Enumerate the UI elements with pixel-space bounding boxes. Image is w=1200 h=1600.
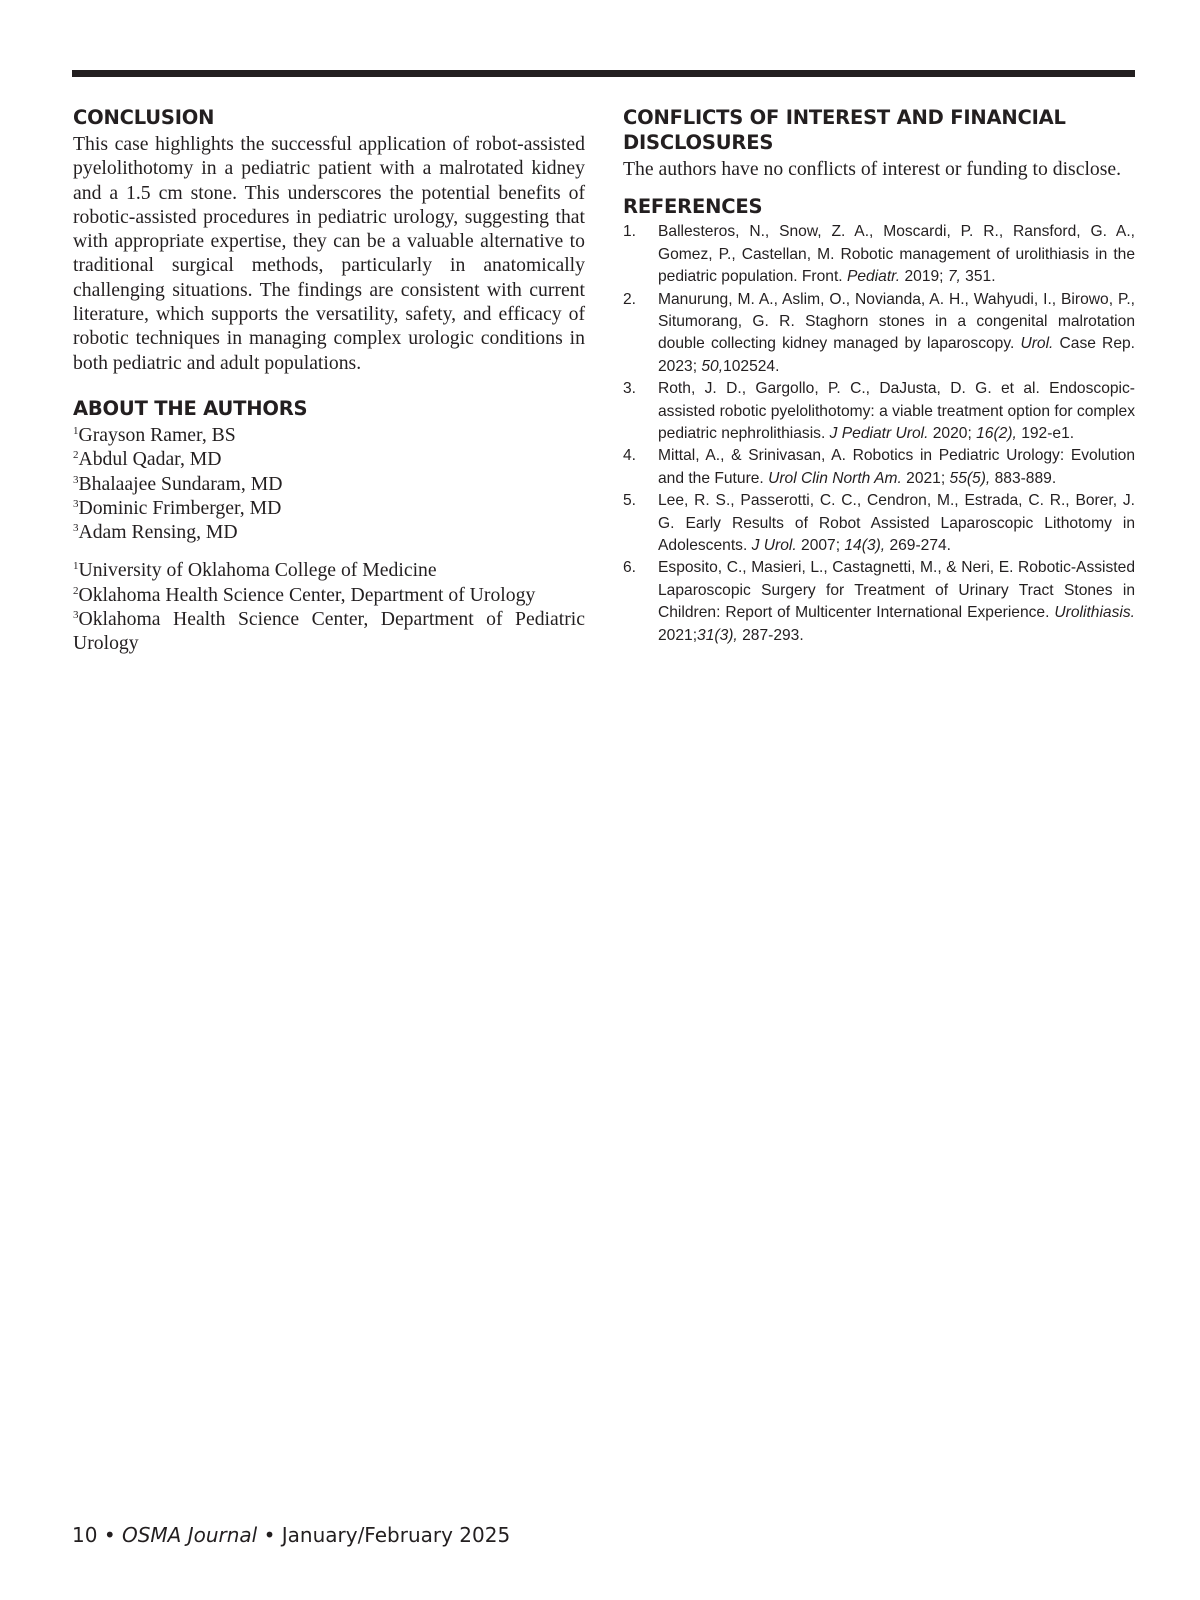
reference-italic-text: 50,	[701, 357, 724, 375]
reference-number: 6.	[623, 559, 637, 577]
reference-list	[623, 221, 1135, 647]
references-heading: REFERENCES	[623, 195, 763, 219]
affiliation-marker: 1	[73, 560, 79, 573]
reference-text: 2021;	[658, 626, 698, 644]
reference-text: 2021;	[901, 469, 950, 487]
affiliation-text: Oklahoma Health Science Center, Department of Pediatric Urology	[73, 608, 585, 655]
affiliation-entry	[73, 583, 585, 607]
reference-italic-text: Urolithiasis.	[1054, 604, 1135, 622]
author-name: Grayson Ramer, BS	[78, 423, 236, 446]
author-entry	[73, 447, 585, 471]
affiliation-marker: 2	[73, 584, 79, 597]
reference-item	[623, 445, 1135, 490]
reference-text: Esposito, C., Masieri, L., Castagnetti, M., & Neri, E. Robotic-Assisted Laparoscopic Surgery for Treatment of Urinary Tract Stones in Children: Report of Multicenter International Experience.	[658, 559, 1135, 622]
reference-text: 2020;	[928, 424, 977, 442]
reference-item	[623, 557, 1135, 647]
reference-italic-text: 14(3),	[844, 536, 886, 554]
author-entry	[73, 423, 585, 447]
affiliation-list	[73, 558, 585, 655]
references-section	[623, 194, 1135, 647]
reference-italic-text: 16(2),	[976, 424, 1017, 442]
affiliation-entry	[73, 558, 585, 582]
conflicts-body: The authors have no conflicts of interest or funding to disclose.	[623, 158, 1122, 180]
page-footer	[72, 1522, 510, 1548]
reference-text: 351.	[960, 268, 996, 286]
reference-text: Ballesteros, N., Snow, Z. A., Moscardi, P. R., Ransford, G. A., Gomez, P., Castellan, M. Robotic management of urolithiasis in the pediatric population. Front.	[658, 223, 1135, 286]
conclusion-section	[73, 105, 585, 375]
reference-text: 2019;	[900, 268, 948, 286]
reference-number: 2.	[623, 290, 637, 308]
author-list	[73, 423, 585, 544]
reference-text: Lee, R. S., Passerotti, C. C., Cendron, M., Estrada, C. R., Borer, J. G. Early Results of Robot Assisted Laparoscopic Lithotomy in Adolescents.	[658, 492, 1135, 554]
footer-bullet: •	[103, 1523, 116, 1547]
reference-number: 5.	[623, 492, 637, 510]
footer-bullet: •	[263, 1523, 276, 1547]
reference-number: 1.	[623, 223, 637, 241]
affiliation-text: Oklahoma Health Science Center, Department of Urology	[78, 583, 536, 606]
conclusion-body: This case highlights the successful application of robot-assisted pyelolithotomy in a pediatric patient with a malrotated kidney and a 1.5 cm stone. This underscores the potential benefits of robotic-assisted procedures in pediatric urology, suggesting that with appropriate expertise, they can be a valuable alternative to traditional surgical methods, particularly in anatomically challenging situations. The findings are consistent with current literature, which supports the versatility, safety, and efficacy of robotic techniques in managing complex urologic conditions in both pediatric and adult populations.	[73, 133, 585, 374]
reference-text: 2007;	[796, 536, 845, 554]
reference-text: 192-e1.	[1016, 424, 1075, 442]
reference-italic-text: Pediatr.	[846, 268, 901, 286]
reference-item	[623, 289, 1135, 379]
reference-italic-text: 7,	[947, 268, 961, 286]
reference-italic-text: 31(3),	[697, 626, 738, 644]
issue-date: January/February 2025	[281, 1523, 511, 1547]
author-entry	[73, 472, 585, 496]
reference-italic-text: J Pediatr Urol.	[829, 424, 929, 442]
page-number: 10	[72, 1523, 98, 1547]
author-affiliation-marker: 2	[73, 449, 79, 462]
author-name: Dominic Frimberger, MD	[78, 496, 282, 519]
authors-section	[73, 396, 585, 656]
reference-item	[623, 221, 1135, 288]
reference-text: 287-293.	[737, 626, 804, 644]
reference-item	[623, 378, 1135, 445]
author-affiliation-marker: 3	[73, 473, 79, 486]
reference-item	[623, 490, 1135, 557]
author-affiliation-marker: 3	[73, 497, 79, 510]
reference-number: 4.	[623, 447, 637, 465]
reference-text: Roth, J. D., Gargollo, P. C., DaJusta, D. G. et al. Endoscopic-assisted robotic pyelolithotomy: a viable treatment option for complex pediatric nephrolithiasis.	[658, 380, 1135, 442]
conclusion-heading: CONCLUSION	[73, 106, 215, 129]
conflicts-heading: CONFLICTS OF INTEREST AND FINANCIAL DISCLOSURES	[623, 106, 1066, 154]
journal-name: OSMA Journal	[121, 1523, 258, 1547]
reference-text: 102524.	[723, 357, 780, 375]
affiliation-text: University of Oklahoma College of Medicine	[78, 559, 437, 582]
affiliation-entry	[73, 607, 585, 656]
reference-text: 883-889.	[990, 469, 1057, 487]
author-affiliation-marker: 1	[73, 424, 79, 437]
reference-italic-text: J Urol.	[751, 536, 797, 554]
author-entry	[73, 520, 585, 544]
author-name: Abdul Qadar, MD	[78, 448, 222, 471]
reference-number: 3.	[623, 380, 637, 398]
author-affiliation-marker: 3	[73, 522, 79, 535]
reference-italic-text: Urol Clin North Am.	[768, 469, 902, 487]
affiliation-marker: 3	[73, 609, 79, 622]
authors-heading: ABOUT THE AUTHORS	[73, 396, 308, 420]
reference-text: 269-274.	[885, 536, 952, 554]
left-column	[73, 105, 585, 656]
reference-text: Case Rep. 2023;	[658, 335, 1135, 375]
author-name: Bhalaajee Sundaram, MD	[78, 472, 283, 495]
reference-italic-text: Urol.	[1020, 335, 1054, 353]
top-rule	[72, 70, 1135, 77]
right-column	[623, 105, 1135, 647]
author-entry	[73, 496, 585, 520]
author-name: Adam Rensing, MD	[78, 521, 238, 544]
reference-text: Manurung, M. A., Aslim, O., Novianda, A. H., Wahyudi, I., Birowo, P., Situmorang, G. R. Staghorn stones in a congenital malrotation double collecting kidney managed by laparoscopy.	[658, 290, 1135, 353]
conflicts-section	[623, 105, 1135, 181]
reference-italic-text: 55(5),	[949, 469, 991, 487]
reference-text: Mittal, A., & Srinivasan, A. Robotics in Pediatric Urology: Evolution and the Future.	[658, 447, 1135, 487]
